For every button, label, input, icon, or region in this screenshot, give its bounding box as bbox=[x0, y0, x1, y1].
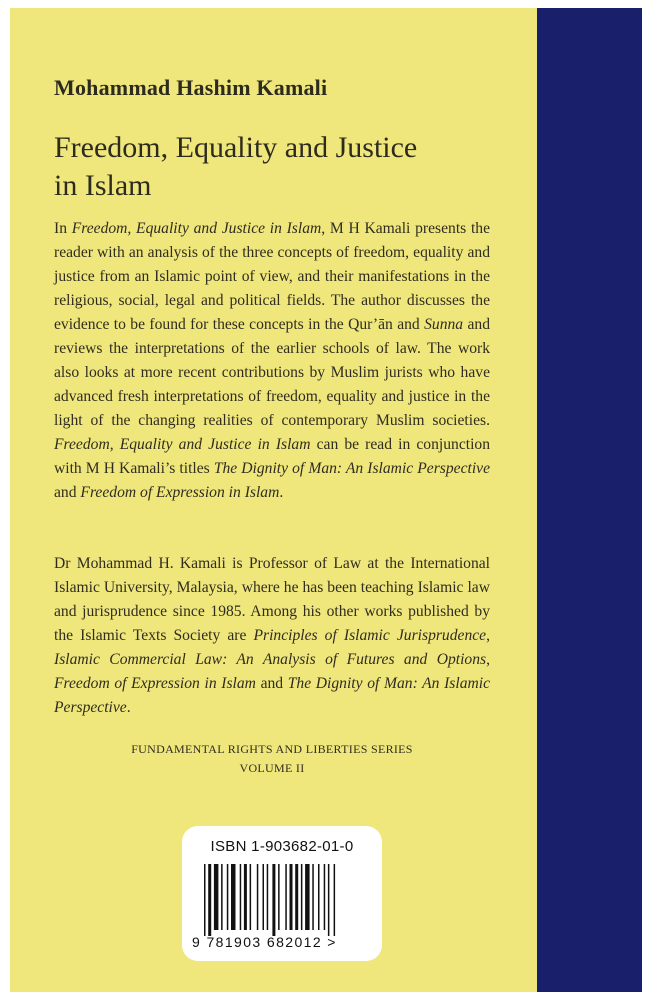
barcode-stripe bbox=[324, 864, 326, 930]
biography-text: , bbox=[486, 651, 490, 668]
barcode-stripe bbox=[285, 864, 287, 930]
barcode-stripe bbox=[301, 864, 303, 930]
barcode-stripe bbox=[312, 864, 314, 930]
book-title bbox=[54, 129, 494, 205]
biography-italic-title: Islamic Commercial Law: An Analysis of Futures and Options bbox=[54, 651, 487, 668]
description-italic-title: Freedom of Expression in Islam bbox=[80, 484, 280, 501]
description-text: and bbox=[54, 484, 81, 501]
author-biography bbox=[54, 552, 490, 720]
biography-italic-title: Freedom of Expression in Islam bbox=[54, 675, 256, 692]
barcode-stripe bbox=[221, 864, 223, 930]
series-info bbox=[54, 740, 490, 778]
barcode-stripe bbox=[328, 864, 330, 936]
barcode-stripe bbox=[244, 864, 247, 930]
biography-italic-title: The Dignity of Man: An Islamic Perspective bbox=[54, 675, 491, 716]
barcode-stripe bbox=[250, 864, 252, 930]
barcode-icon bbox=[202, 864, 362, 942]
description-text: In bbox=[54, 220, 72, 237]
series-name: FUNDAMENTAL RIGHTS AND LIBERTIES SERIES bbox=[131, 742, 413, 756]
barcode-stripe bbox=[257, 864, 259, 930]
description-italic-title: Freedom, Equality and Justice in Islam bbox=[54, 436, 311, 453]
barcode-stripe bbox=[278, 864, 280, 930]
barcode-stripe bbox=[334, 864, 336, 936]
book-title-line-1: Freedom, Equality and Justice bbox=[54, 131, 418, 164]
isbn-text: ISBN 1-903682-01-0 bbox=[210, 838, 354, 855]
description-text: and reviews the interpretations of the earlier schools of law. The work also looks at more recent contributions by Muslim jurists who have advanced fresh interpretations of freedom, equality and justice in the light of the changing realities of contemporary Muslim societies. bbox=[54, 316, 490, 429]
series-volume: VOLUME II bbox=[239, 761, 305, 775]
biography-text: and bbox=[255, 675, 288, 692]
barcode-stripe bbox=[240, 864, 242, 930]
barcode-stripe bbox=[267, 864, 269, 930]
biography-text: , bbox=[486, 627, 490, 644]
book-back-cover bbox=[10, 8, 642, 992]
barcode-stripe bbox=[204, 864, 206, 936]
description-text: . bbox=[279, 484, 284, 501]
barcode-stripe bbox=[214, 864, 219, 930]
author-name: Mohammad Hashim Kamali bbox=[54, 75, 328, 100]
barcode-stripe bbox=[305, 864, 310, 930]
description-italic-title: Freedom, Equality and Justice in Islam bbox=[71, 220, 322, 237]
barcode-stripe bbox=[231, 864, 236, 930]
book-description bbox=[54, 217, 490, 505]
barcode-stripe bbox=[227, 864, 229, 930]
ean-digits: 9 781903 682012 > bbox=[192, 934, 337, 950]
barcode-stripe bbox=[208, 864, 211, 936]
biography-text: Dr Mohammad H. Kamali is Professor of Law at the International Islamic University, Malaysia, where he has been teaching Islamic law and jurisprudence since 1985. Among his other works published by the Islamic Texts Society are bbox=[54, 555, 490, 644]
biography-text: . bbox=[126, 699, 131, 716]
description-text: , M H Kamali presents the reader with an analysis of the three concepts of freedom, equality and justice from an Islamic point of view, and their manifestations in the religious, social, legal and political fields. The author discusses the evidence to be found for these concepts in the Qur’ān and bbox=[54, 220, 490, 333]
blue-side-band bbox=[537, 8, 642, 992]
barcode-stripe bbox=[263, 864, 265, 930]
barcode-stripe bbox=[290, 864, 293, 930]
biography-italic-title: Principles of Islamic Jurisprudence bbox=[253, 627, 487, 644]
description-italic-title: The Dignity of Man: An Islamic Perspective bbox=[213, 460, 490, 477]
barcode-stripe bbox=[318, 864, 320, 930]
barcode-stripe bbox=[295, 864, 298, 930]
book-title-line-2: in Islam bbox=[54, 169, 152, 202]
description-italic-term: Sunna bbox=[424, 316, 464, 333]
barcode-label bbox=[182, 826, 382, 961]
barcode-stripe bbox=[272, 864, 275, 936]
description-text: can be read in conjunction with M H Kamali’s titles bbox=[54, 436, 490, 477]
